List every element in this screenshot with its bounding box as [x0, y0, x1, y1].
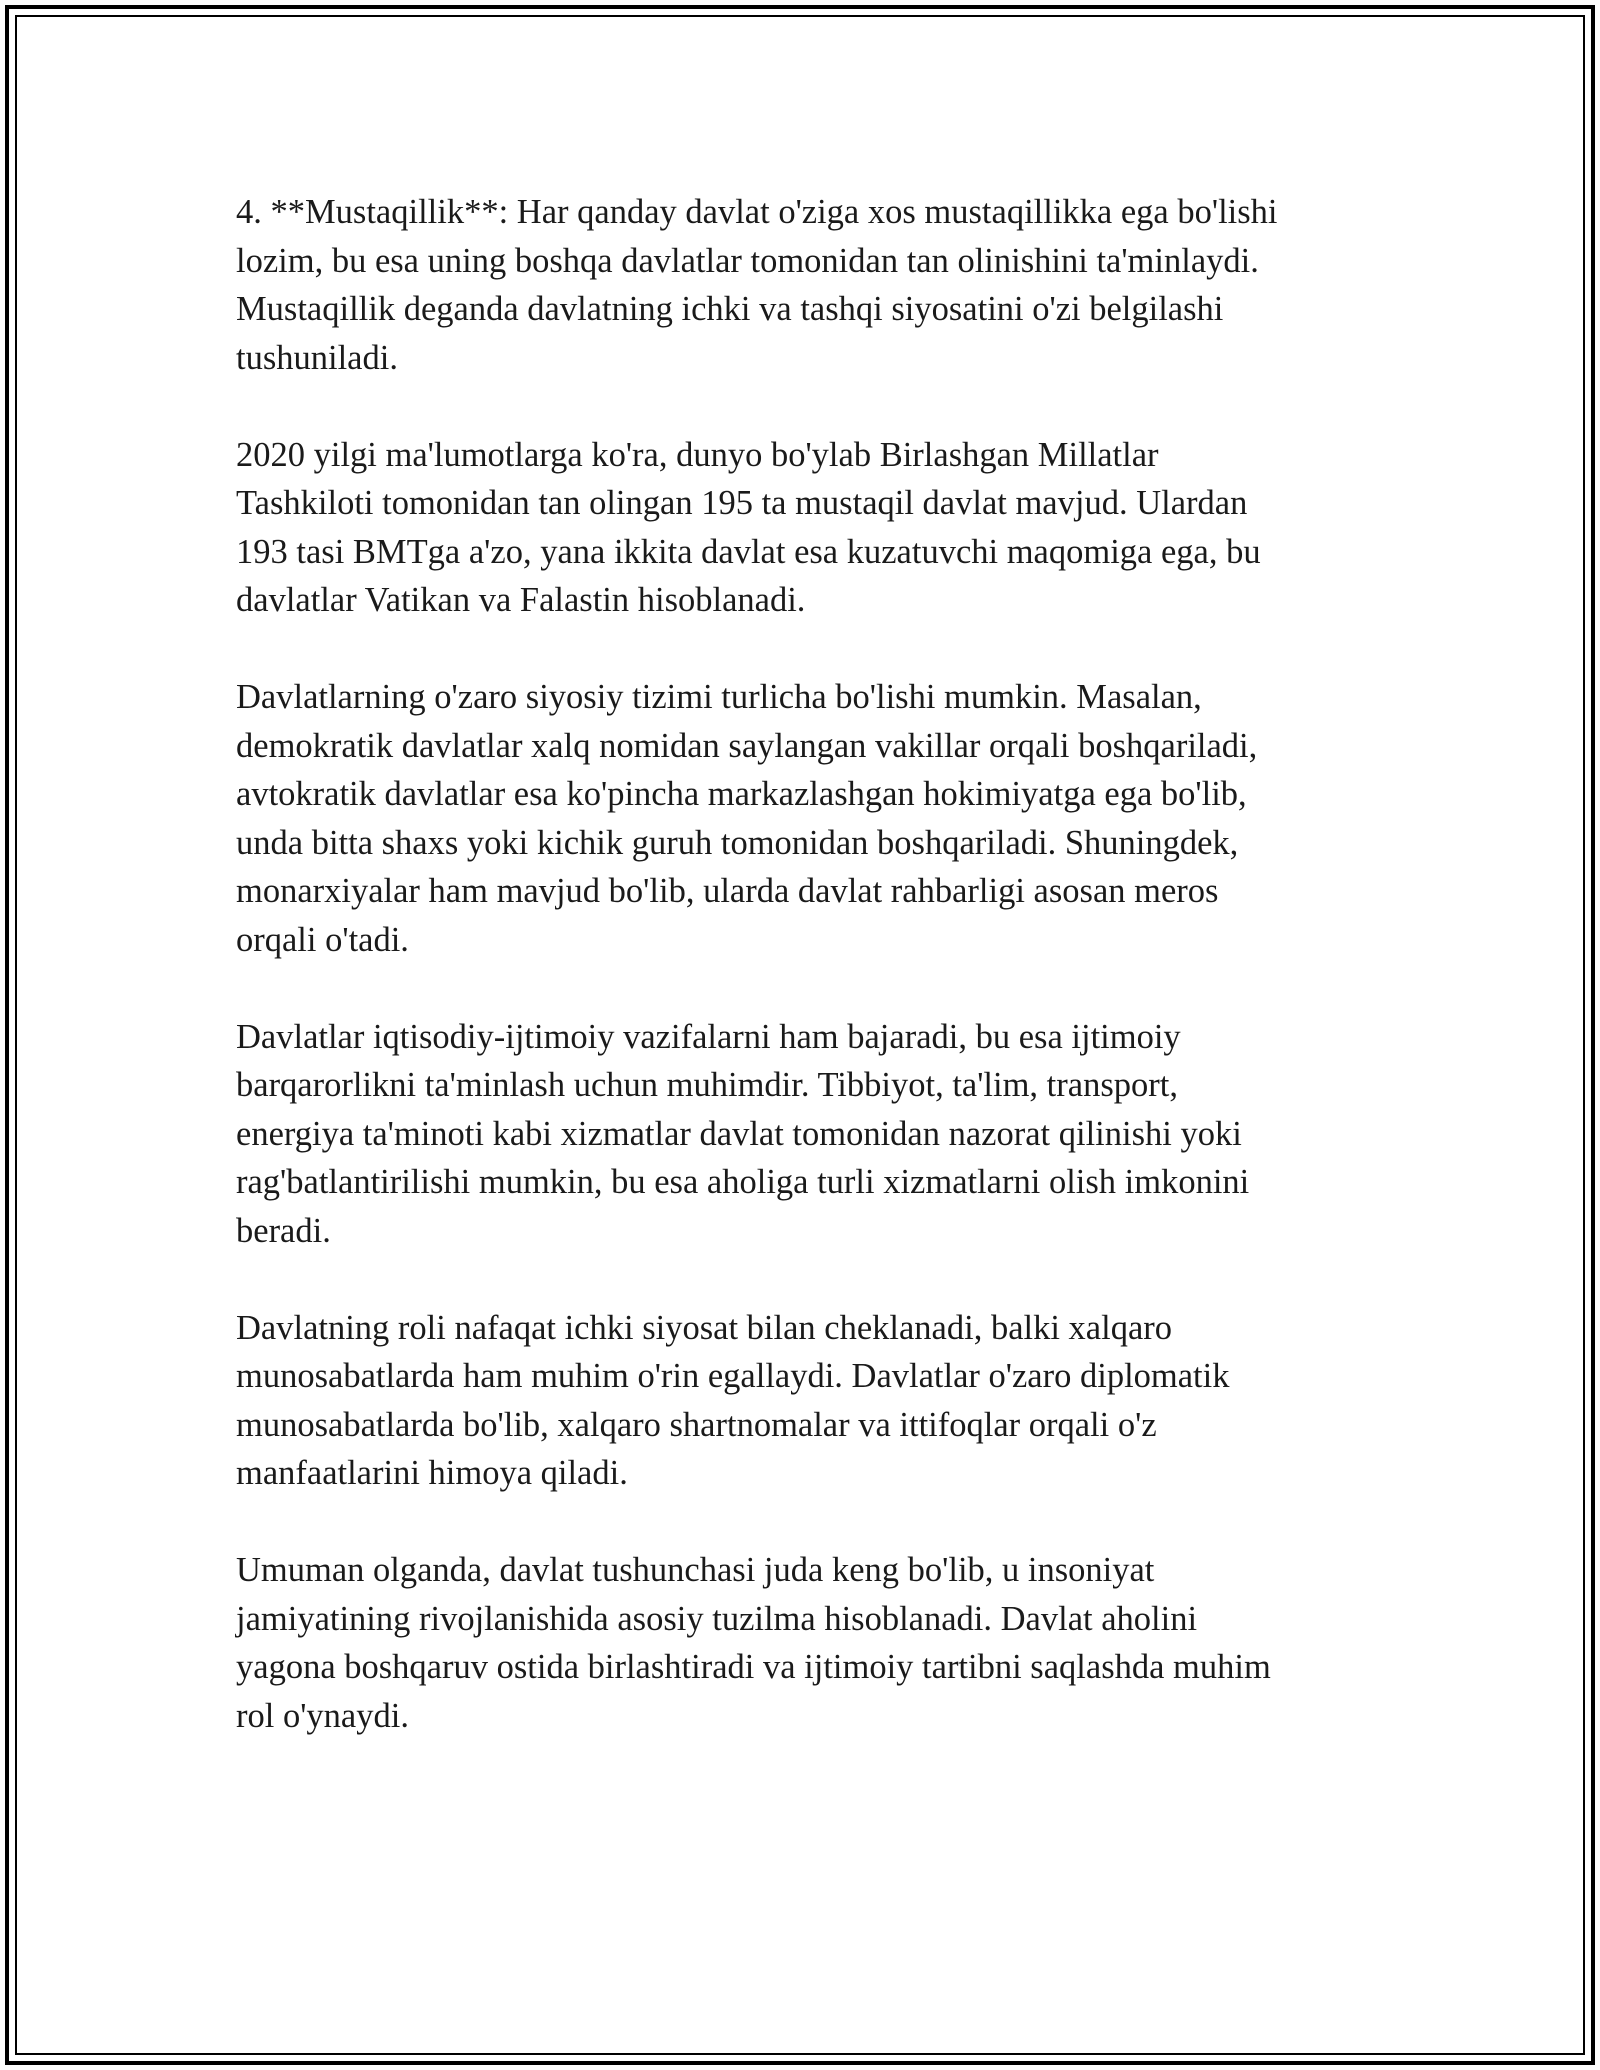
paragraph-socio-economic-functions: Davlatlar iqtisodiy-ijtimoiy vazifalarni ham bajaradi, bu esa ijtimoiy barqarorlikni ta'minlash uchun muhimdir. Tibbiyot, ta'lim, transport, energiya ta'minoti kabi xizmatlar davlat tomonidan nazorat qilinishi yoki rag'batlantirilishi mumkin, bu esa aholiga turli xizmatlarni olish imkonini beradi. — [236, 1017, 1250, 1250]
paragraph-statistics-2020: 2020 yilgi ma'lumotlarga ko'ra, dunyo bo'ylab Birlashgan Millatlar Tashkiloti tomonidan tan olingan 195 ta mustaqil davlat mavjud. Ulardan 193 tasi BMTga a'zo, yana ikkita davlat esa kuzatuvchi maqomiga ega, bu davlatlar Vatikan va Falastin hisoblanadi. — [236, 435, 1261, 619]
paragraph-conclusion: Umuman olganda, davlat tushunchasi juda keng bo'lib, u insoniyat jamiyatining rivojlanishida asosiy tuzilma hisoblanadi. Davlat aholini yagona boshqaruv ostida birlashtiradi va ijtimoiy tartibni saqlashda muhim rol o'ynaydi. — [236, 1551, 1271, 1735]
paragraph-political-systems: Davlatlarning o'zaro siyosiy tizimi turlicha bo'lishi mumkin. Masalan, demokratik davlatlar xalq nomidan saylangan vakillar orqali boshqariladi, avtokratik davlatlar esa ko'pincha markazlashgan hokimiyatga ega bo'lib, unda bitta shaxs yoki kichik guruh tomonidan boshqariladi. Shuningdek, monarxiyalar ham mavjud bo'lib, ularda davlat rahbarligi asosan meros orqali o'tadi. — [236, 678, 1258, 959]
paragraph-international-relations: Davlatning roli nafaqat ichki siyosat bilan cheklanadi, balki xalqaro munosabatlarda ham muhim o'rin egallaydi. Davlatlar o'zaro diplomatik munosabatlarda bo'lib, xalqaro shartnomalar va ittifoqlar orqali o'z manfaatlarini himoya qiladi. — [236, 1308, 1230, 1492]
paragraph-mustaqillik: 4. **Mustaqillik**: Har qanday davlat o'ziga xos mustaqillikka ega bo'lishi lozim, bu esa uning boshqa davlatlar tomonidan tan olinishini ta'minlaydi. Mustaqillik deganda davlatning ichki va tashqi siyosatini o'zi belgilashi tushuniladi. — [236, 193, 1278, 377]
document-body — [236, 188, 1356, 1789]
